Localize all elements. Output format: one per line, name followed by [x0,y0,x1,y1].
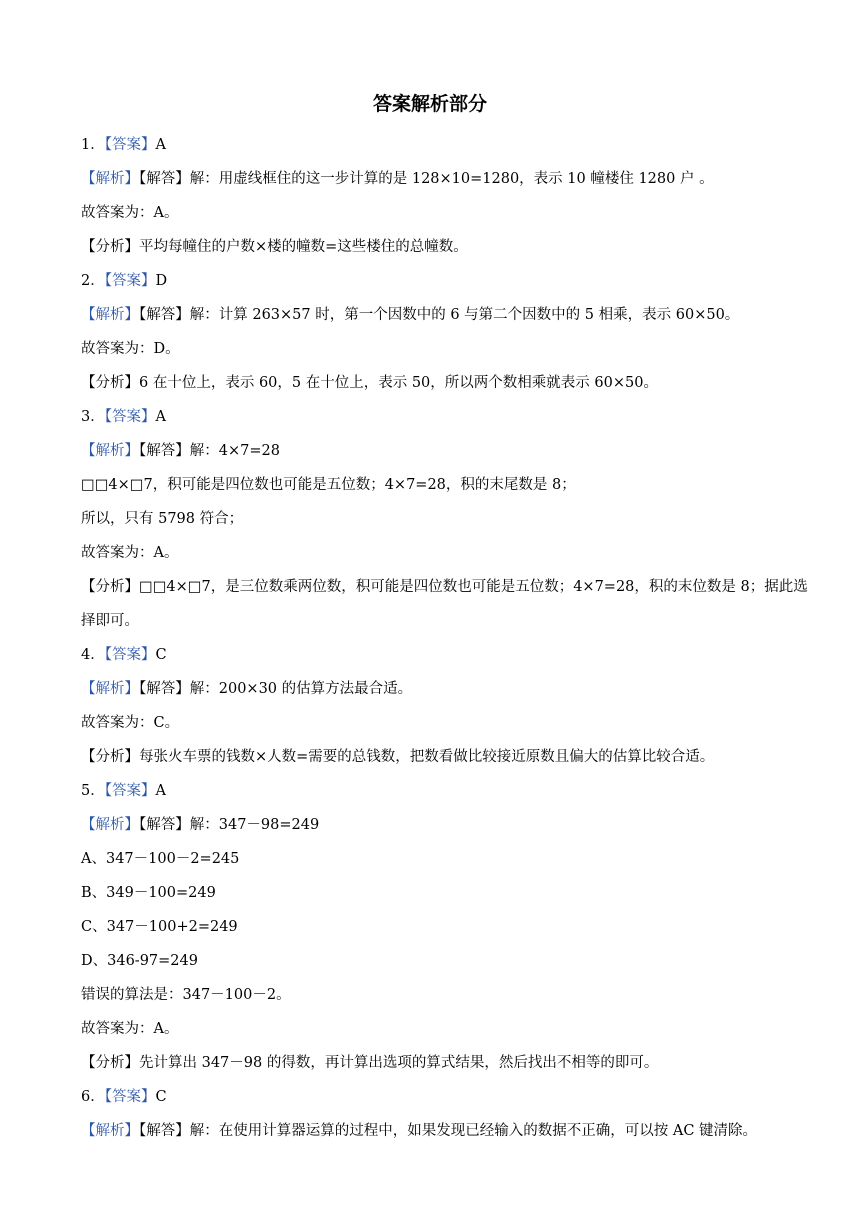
solution-text: 【解答】解：4×7=28 [139,443,280,459]
answer-tag: 【答案】 [104,409,156,425]
answer-line-2 [81,264,811,298]
analysis-1: 【分析】平均每幢住的户数×楼的幢数=这些楼住的总幢数。 [81,239,468,255]
solution-text: 【解答】解：用虚线框住的这一步计算的是 128×10=1280，表示 10 幢楼住 1280 户 。 [139,171,714,187]
answer-value: A [155,783,166,799]
solution-line-1 [81,162,811,196]
solution-extra-3-2: 所以，只有 5798 符合； [81,511,244,527]
jiexi-tag: 【解析】 [81,681,139,697]
jiexi-tag: 【解析】 [81,307,139,323]
question-number: 3． [81,409,105,425]
solution-line-6 [81,1114,811,1148]
solution-text: 【解答】解：计算 263×57 时，第一个因数中的 6 与第二个因数中的 5 相乘，表示 60×50。 [139,307,740,323]
answer-line-1 [81,128,811,162]
answer-value: C [155,1089,167,1105]
answer-line-5 [81,774,811,808]
conclusion-4: 故答案为：C。 [81,715,180,731]
conclusion-3: 故答案为：A。 [81,545,179,561]
option-c: C、347－100+2=249 [81,919,238,935]
solution-text: 【解答】解：200×30 的估算方法最合适。 [139,681,413,697]
answer-value: A [155,137,166,153]
analysis-3: 【分析】□□4×□7，是三位数乘两位数，积可能是四位数也可能是五位数；4×7=28，积的末位数是 8；据此选择即可。 [81,579,808,629]
solution-line-3 [81,434,811,468]
jiexi-tag: 【解析】 [81,1123,139,1139]
answer-value: D [155,273,168,289]
solution-text: 【解答】解：在使用计算器运算的过程中，如果发现已经输入的数据不正确，可以按 AC 键清除。 [139,1123,758,1139]
question-number: 4． [81,647,105,663]
question-number: 5． [81,783,105,799]
jiexi-tag: 【解析】 [81,817,139,833]
analysis-4: 【分析】每张火车票的钱数×人数=需要的总钱数，把数看做比较接近原数且偏大的估算比较合适。 [81,749,715,765]
option-a: A、347－100－2=245 [81,851,240,867]
answer-list [81,128,811,1148]
solution-line-2 [81,298,811,332]
jiexi-tag: 【解析】 [81,171,139,187]
conclusion-5: 故答案为：A。 [81,1021,179,1037]
analysis-2: 【分析】6 在十位上，表示 60，5 在十位上，表示 50，所以两个数相乘就表示 60×50。 [81,375,658,391]
answer-tag: 【答案】 [104,273,156,289]
solution-line-5 [81,808,811,842]
answer-value: A [155,409,166,425]
conclusion-1: 故答案为：A。 [81,205,179,221]
page-title: 答案解析部分 [372,93,487,115]
option-b: B、349－100=249 [81,885,216,901]
question-number: 6． [81,1089,105,1105]
answer-tag: 【答案】 [104,1089,156,1105]
answer-line-6 [81,1080,811,1114]
wrong-method: 错误的算法是：347－100－2。 [81,987,291,1003]
answer-line-3 [81,400,811,434]
answer-tag: 【答案】 [104,137,156,153]
answer-value: C [155,647,167,663]
option-d: D、346-97=249 [81,953,198,969]
jiexi-tag: 【解析】 [81,443,139,459]
answer-tag: 【答案】 [104,783,156,799]
solution-text: 【解答】解：347－98=249 [139,817,320,833]
question-number: 1． [81,137,105,153]
analysis-5: 【分析】先计算出 347－98 的得数，再计算出选项的算式结果，然后找出不相等的即可。 [81,1055,659,1071]
solution-line-4 [81,672,811,706]
answer-tag: 【答案】 [104,647,156,663]
question-number: 2． [81,273,105,289]
answer-line-4 [81,638,811,672]
conclusion-2: 故答案为：D。 [81,341,180,357]
solution-extra-3-1: □□4×□7，积可能是四位数也可能是五位数；4×7=28，积的末尾数是 8； [81,477,576,493]
